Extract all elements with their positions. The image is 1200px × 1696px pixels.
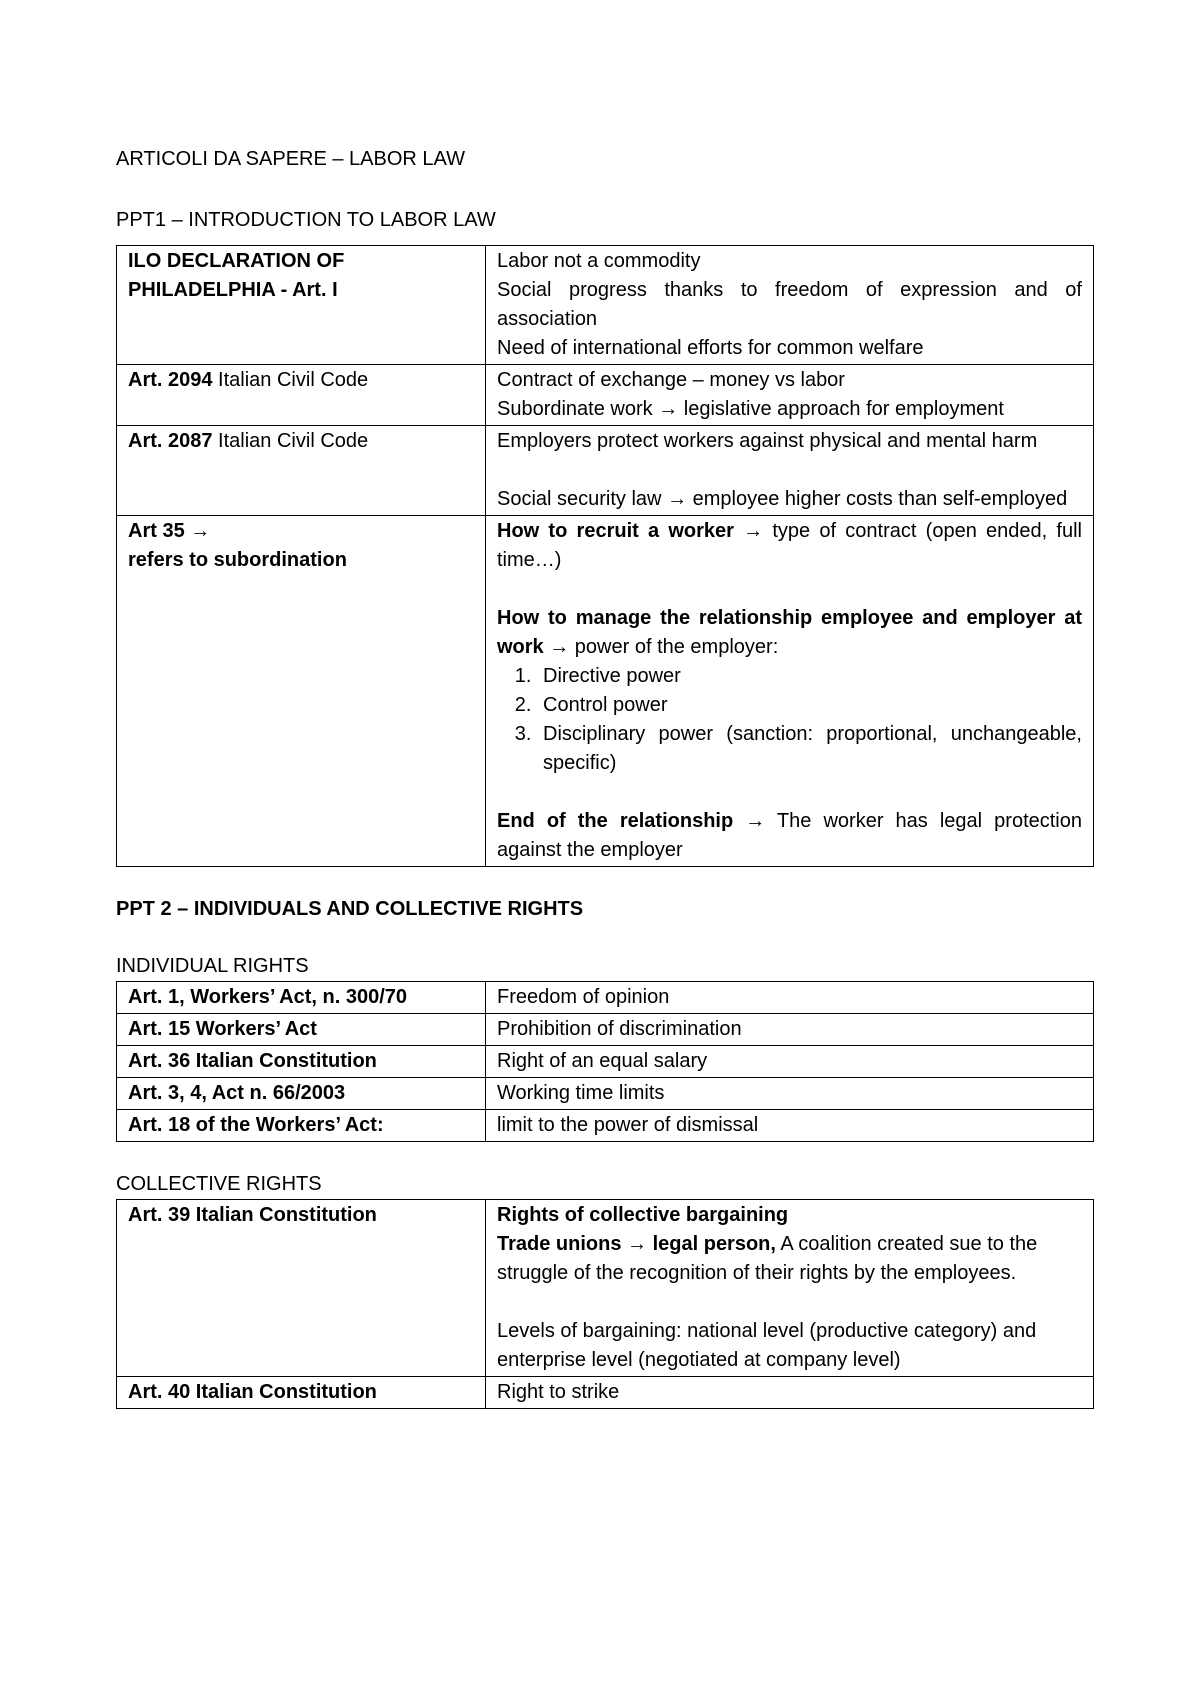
table-row xyxy=(117,982,1094,1014)
ppt1-table xyxy=(116,245,1094,867)
article-cell xyxy=(117,246,486,365)
article-cell xyxy=(117,365,486,426)
description-cell xyxy=(486,246,1094,365)
article-cell: Art. 36 Italian Constitution xyxy=(117,1046,486,1078)
table-row xyxy=(117,1110,1094,1142)
description-line: Labor not a commodity xyxy=(497,250,701,272)
description-cell xyxy=(486,426,1094,516)
article-number: Art. 2094 xyxy=(128,369,213,391)
description-line: Employers protect workers against physical and mental harm xyxy=(497,430,1038,452)
individual-rights-heading: INDIVIDUAL RIGHTS xyxy=(116,955,309,977)
article-cell: Art. 39 Italian Constitution xyxy=(117,1200,486,1377)
arrow-right-icon: → xyxy=(658,398,679,420)
text-run: Trade unions xyxy=(497,1233,628,1255)
arrow-right-icon: → xyxy=(549,636,570,658)
description-line xyxy=(497,517,1082,575)
article-label: PHILADELPHIA - Art. I xyxy=(128,279,338,301)
table-row xyxy=(117,516,1094,867)
ppt2-heading: PPT 2 – INDIVIDUALS AND COLLECTIVE RIGHTS xyxy=(116,898,584,920)
article-cell: Art. 15 Workers’ Act xyxy=(117,1014,486,1046)
article-label xyxy=(128,517,474,546)
description-line: Levels of bargaining: national level (productive category) and enterprise level (negotiated at company level) xyxy=(497,1320,1037,1371)
article-cell: Art. 3, 4, Act n. 66/2003 xyxy=(117,1078,486,1110)
description-cell: limit to the power of dismissal xyxy=(486,1110,1094,1142)
description-line xyxy=(497,807,1082,865)
description-cell: Prohibition of discrimination xyxy=(486,1014,1094,1046)
individual-rights-table xyxy=(116,981,1094,1142)
description-line: Need of international efforts for common welfare xyxy=(497,337,924,359)
table-row xyxy=(117,1014,1094,1046)
description-cell: Working time limits xyxy=(486,1078,1094,1110)
collective-rights-heading: COLLECTIVE RIGHTS xyxy=(116,1173,322,1195)
text-run: power of the employer: xyxy=(569,636,779,658)
text-run: legal person, xyxy=(647,1233,776,1255)
table-row xyxy=(117,365,1094,426)
description-line xyxy=(497,1230,1082,1288)
text-run: A coalition created sue to the struggle of the recognition of their rights by the employees. xyxy=(497,1233,1038,1284)
list-item: 2. Control power xyxy=(537,691,1082,720)
description-cell xyxy=(486,1200,1094,1377)
arrow-right-icon: → xyxy=(743,520,764,542)
list-item: 1. Directive power xyxy=(537,662,1082,691)
description-line xyxy=(497,604,1082,662)
document-title: ARTICOLI DA SAPERE – LABOR LAW xyxy=(116,148,466,170)
text-run: End of the relationship xyxy=(497,810,746,832)
description-cell: Right of an equal salary xyxy=(486,1046,1094,1078)
article-label: ILO DECLARATION OF xyxy=(128,250,345,272)
article-source: Italian Civil Code xyxy=(212,430,369,452)
description-cell xyxy=(486,365,1094,426)
description-cell: Freedom of opinion xyxy=(486,982,1094,1014)
arrow-right-icon: → xyxy=(745,810,766,832)
table-row xyxy=(117,1200,1094,1377)
article-cell: Art. 40 Italian Constitution xyxy=(117,1377,486,1409)
article-cell: Art. 18 of the Workers’ Act: xyxy=(117,1110,486,1142)
table-row xyxy=(117,1078,1094,1110)
article-cell xyxy=(117,516,486,867)
document-page xyxy=(116,145,1094,1409)
article-source: Italian Civil Code xyxy=(212,369,369,391)
description-line: Social progress thanks to freedom of expression and of association xyxy=(497,279,1082,330)
text-run: employee higher costs than self-employed xyxy=(687,488,1068,510)
article-number: Art. 2087 xyxy=(128,430,213,452)
text-run: How to recruit a worker xyxy=(497,520,744,542)
arrow-right-icon: → xyxy=(190,520,211,542)
arrow-right-icon: → xyxy=(667,488,688,510)
article-cell xyxy=(117,426,486,516)
ppt1-heading: PPT1 – INTRODUCTION TO LABOR LAW xyxy=(116,209,496,231)
text-run: type of contract (open ended, full time…) xyxy=(497,520,1082,571)
text-run: How to manage the relationship employee and employer at work xyxy=(497,607,1082,658)
table-row xyxy=(117,1046,1094,1078)
article-cell: Art. 1, Workers’ Act, n. 300/70 xyxy=(117,982,486,1014)
description-line: Rights of collective bargaining xyxy=(497,1204,789,1226)
powers-list xyxy=(497,662,1082,778)
text-run: legislative approach for employment xyxy=(678,398,1004,420)
collective-rights-table xyxy=(116,1199,1094,1409)
text-run: Subordinate work xyxy=(497,398,659,420)
text-run: Art 35 xyxy=(128,520,191,542)
table-row xyxy=(117,426,1094,516)
description-line xyxy=(497,485,1082,514)
description-line: Contract of exchange – money vs labor xyxy=(497,369,845,391)
description-cell: Right to strike xyxy=(486,1377,1094,1409)
text-run: Social security law xyxy=(497,488,668,510)
description-line xyxy=(497,395,1082,424)
list-item: 3. Disciplinary power (sanction: proportional, unchangeable, specific) xyxy=(537,720,1082,778)
text-run: The worker has legal protection against the employer xyxy=(497,810,1082,861)
table-row xyxy=(117,1377,1094,1409)
table-row xyxy=(117,246,1094,365)
article-label: refers to subordination xyxy=(128,549,347,571)
description-cell xyxy=(486,516,1094,867)
arrow-right-icon: → xyxy=(627,1233,648,1255)
